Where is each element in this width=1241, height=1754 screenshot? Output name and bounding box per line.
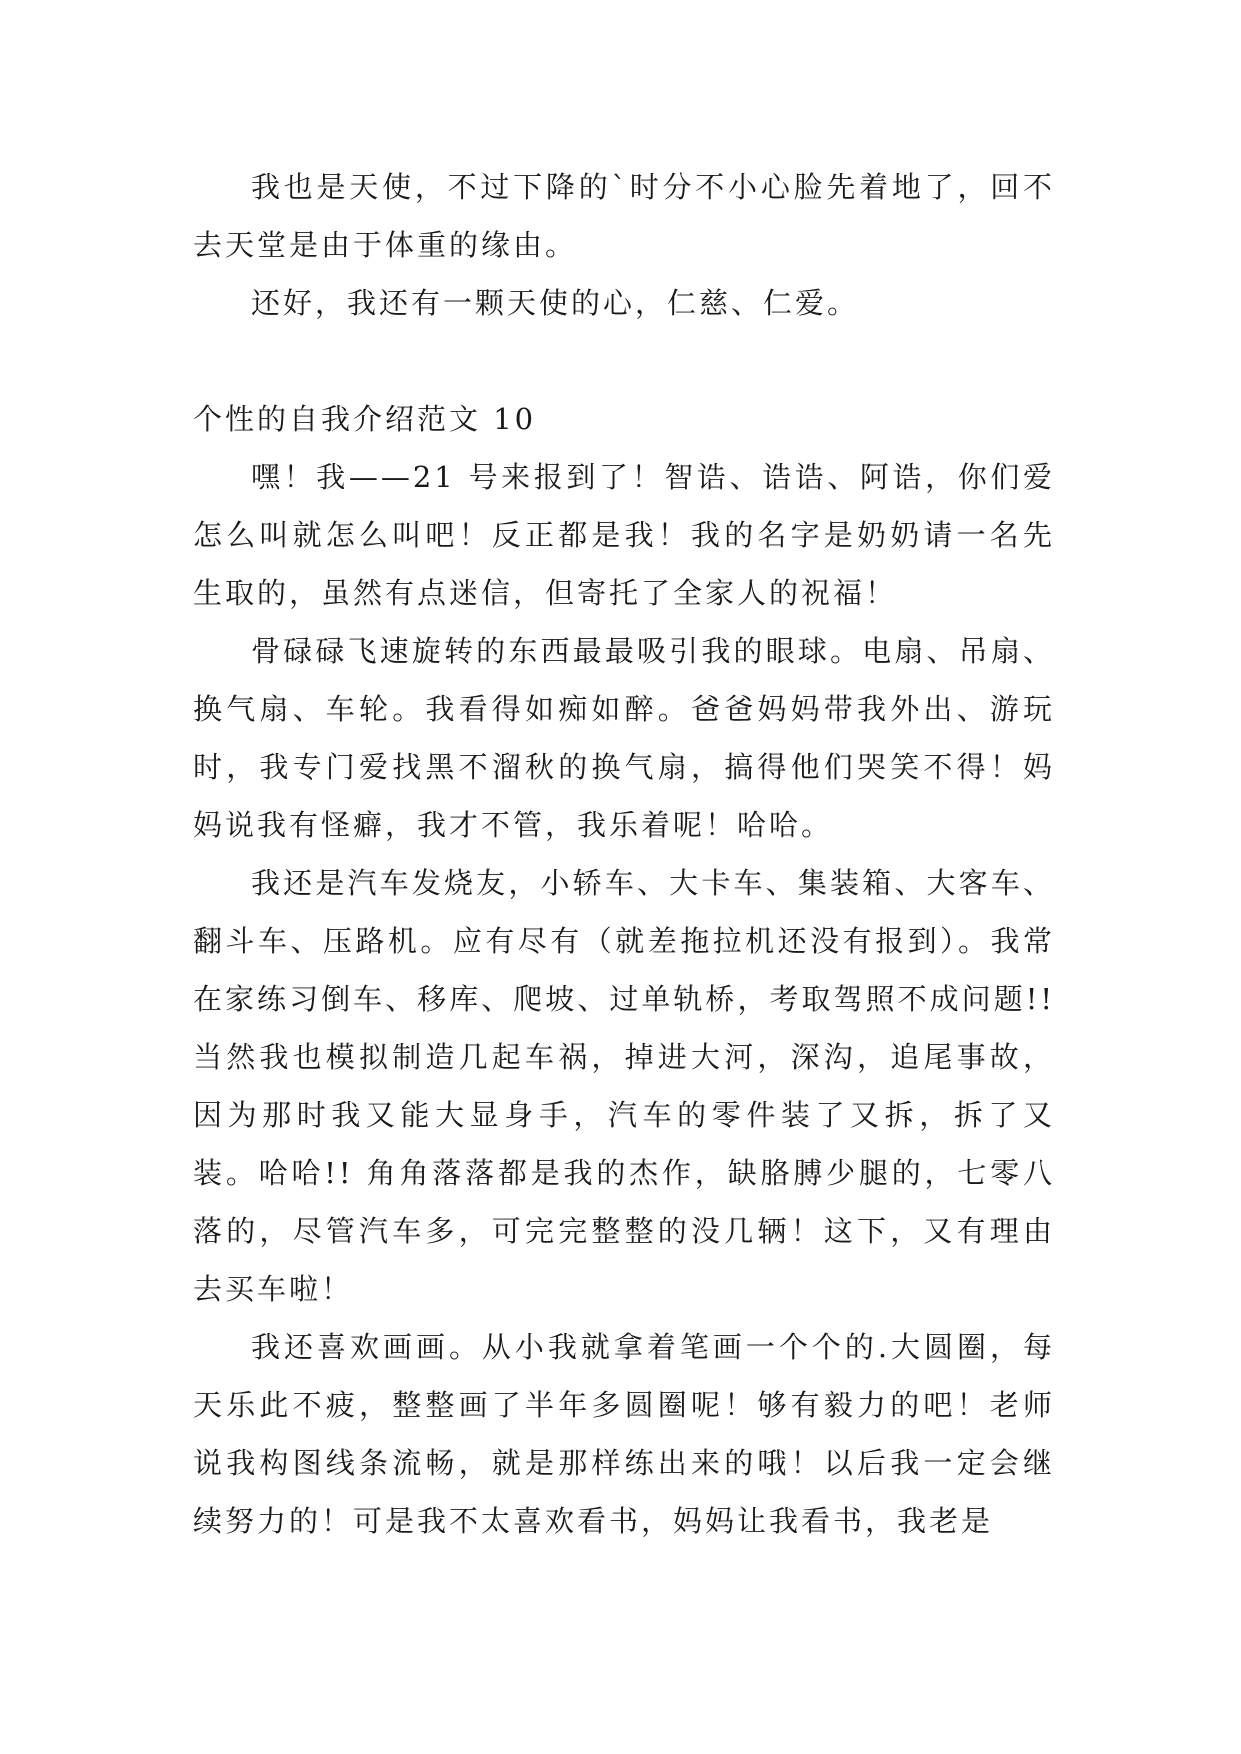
intro-paragraph-1: 我也是天使，不过下降的`时分不小心脸先着地了，回不去天堂是由于体重的缘由。 bbox=[193, 170, 1055, 262]
section-title: 个性的自我介绍范文 10 bbox=[193, 402, 537, 436]
section-paragraph-1: 嘿！我——21 号来报到了！智诰、诰诰、阿诰，你们爱怎么叫就怎么叫吧！反正都是我！我的名字是奶奶请一名先生取的，虽然有点迷信，但寄托了全家人的祝福！ bbox=[193, 460, 1055, 610]
section-paragraph-4: 我还喜欢画画。从小我就拿着笔画一个个的.大圆圈，每天乐此不疲，整整画了半年多圆圈呢！够有毅力的吧！老师说我构图线条流畅，就是那样练出来的哦！以后我一定会继续努力的！可是我不太喜欢看书，妈妈让我看书，我老是 bbox=[193, 1330, 1055, 1538]
section-paragraph-2: 骨碌碌飞速旋转的东西最最吸引我的眼球。电扇、吊扇、换气扇、车轮。我看得如痴如醉。爸爸妈妈带我外出、游玩时，我专门爱找黑不溜秋的换气扇，搞得他们哭笑不得！妈妈说我有怪癖，我才不管，我乐着呢！哈哈。 bbox=[193, 634, 1055, 842]
section-spacer bbox=[193, 332, 1055, 390]
document-body bbox=[193, 158, 1055, 1550]
section-paragraph-3: 我还是汽车发烧友，小轿车、大卡车、集装箱、大客车、翻斗车、压路机。应有尽有（就差拖拉机还没有报到）。我常在家练习倒车、移库、爬坡、过单轨桥，考取驾照不成问题!! 当然我也模拟制造几起车祸，掉进大河，深沟，追尾事故，因为那时我又能大显身手，汽车的零件装了又拆，拆了又装。哈哈!! 角角落落都是我的杰作，缺胳膊少腿的，七零八落的，尽管汽车多，可完完整整的没几辆！这下，又有理由去买车啦！ bbox=[193, 866, 1055, 1306]
intro-paragraph-2: 还好，我还有一颗天使的心，仁慈、仁爱。 bbox=[251, 286, 860, 320]
